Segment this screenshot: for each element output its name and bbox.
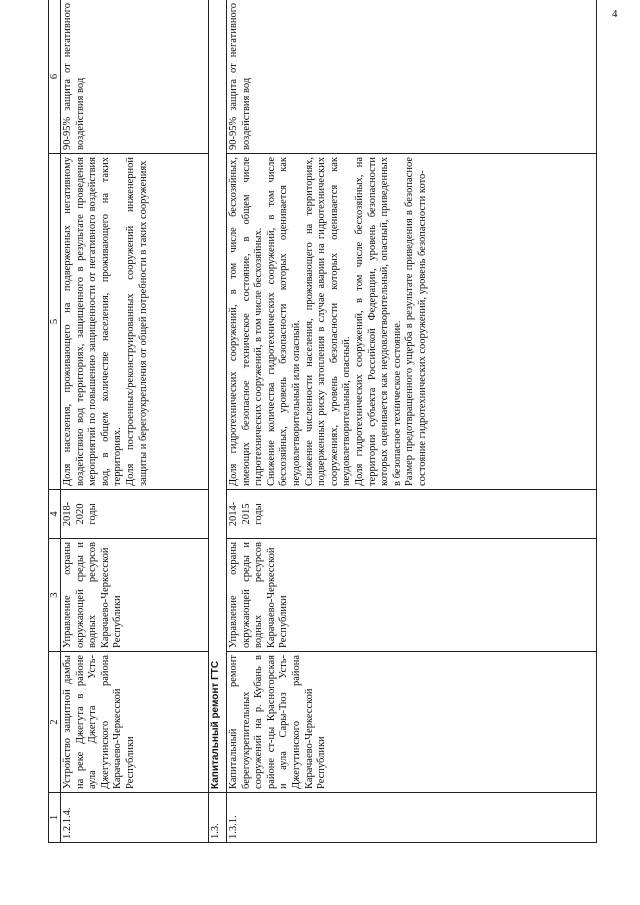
- section-row: [209, 0, 227, 843]
- row-number: 1.3.1.: [227, 793, 597, 843]
- table-row: [61, 0, 209, 843]
- section-number: 1.3.: [209, 793, 227, 843]
- col-header-1: 1: [49, 793, 61, 843]
- period: 2018-2020 годы: [61, 490, 209, 539]
- rotated-table-sheet: [48, 0, 638, 874]
- measures-table: [48, 0, 597, 843]
- indicators-cell: [227, 154, 597, 490]
- indicators-cell: [61, 154, 209, 490]
- indicator-text: Доля построенных/реконструированных сооружений инженерной защиты и берегоукрепления от общей потребности в таких сооружениях: [124, 157, 149, 486]
- column-number-row: [49, 0, 61, 843]
- measure-name: Капитальный ремонт берегоукрепительных сооружений на р. Кубань в районе ст-цы Красногорская и аула Сары-Тюз Усть-Джегутинского района Карачаево-Черкесской Республики: [227, 652, 597, 793]
- executor: Управление охраны окружающей среды и водных ресурсов Карачаево-Черкесской Республики: [227, 539, 597, 652]
- page-number: 4: [612, 8, 618, 20]
- row-number: 1.2.1.4.: [61, 793, 209, 843]
- indicator-text: Доля населения, проживающего на подверженных негативному воздействию вод территориях, защищенного в результате проведения мероприятий по повышению защищенности от негативного воздействия вод, в общем количестве населения, проживающего на таких территориях.: [62, 157, 124, 486]
- expected-result: 90-95% защита от негативного воздействия вод: [227, 0, 597, 154]
- col-header-5: 5: [49, 154, 61, 490]
- indicator-text: Снижение численности населения, проживающего на территориях, подверженных риску затопления в случае аварии на гидротехнических сооружениях, уровень безопасности которых оценивается как неудовлетворительный, опасный.: [303, 157, 353, 486]
- period: 2014-2015 годы: [227, 490, 597, 539]
- indicator-text: Доля гидротехнических сооружений, в том числе бесхозяйных, имеющих безопасное техническое состояние, в общем числе гидротехнических сооружений, в том числе бесхозяйных.: [228, 157, 265, 486]
- indicator-text: Доля гидротехнических сооружений, в том числе бесхозяйных, на территории субъекта Российской Федерации, уровень безопасности которых оценивается как неудовлетворительный, опасный, приведенных в безопасное техническое состояние.: [353, 157, 403, 486]
- section-title: Капитальный ремонт ГТС: [209, 0, 227, 793]
- executor: Управление охраны окружающей среды и водных ресурсов Карачаево-Черкесской Республики: [61, 539, 209, 652]
- indicator-text: Снижение количества гидротехнических сооружений, в том числе бесхозяйных, уровень безопасности которых оценивается как неудовлетворительный или опасный.: [265, 157, 302, 486]
- col-header-4: 4: [49, 490, 61, 539]
- col-header-2: 2: [49, 652, 61, 793]
- indicator-text: Размер предотвращенного ущерба в результате приведения в безопасное состояние гидротехнических сооружений, уровень безопасности кото-: [404, 157, 428, 486]
- table-row: [227, 0, 597, 843]
- col-header-3: 3: [49, 539, 61, 652]
- measure-name: Устройство защитной дамбы на реке Джегута в районе аула Джегута Усть-Джегутинского района Карачаево-Черкесской Республики: [61, 652, 209, 793]
- col-header-6: 6: [49, 0, 61, 154]
- expected-result: 90-95% защита от негативного воздействия вод: [61, 0, 209, 154]
